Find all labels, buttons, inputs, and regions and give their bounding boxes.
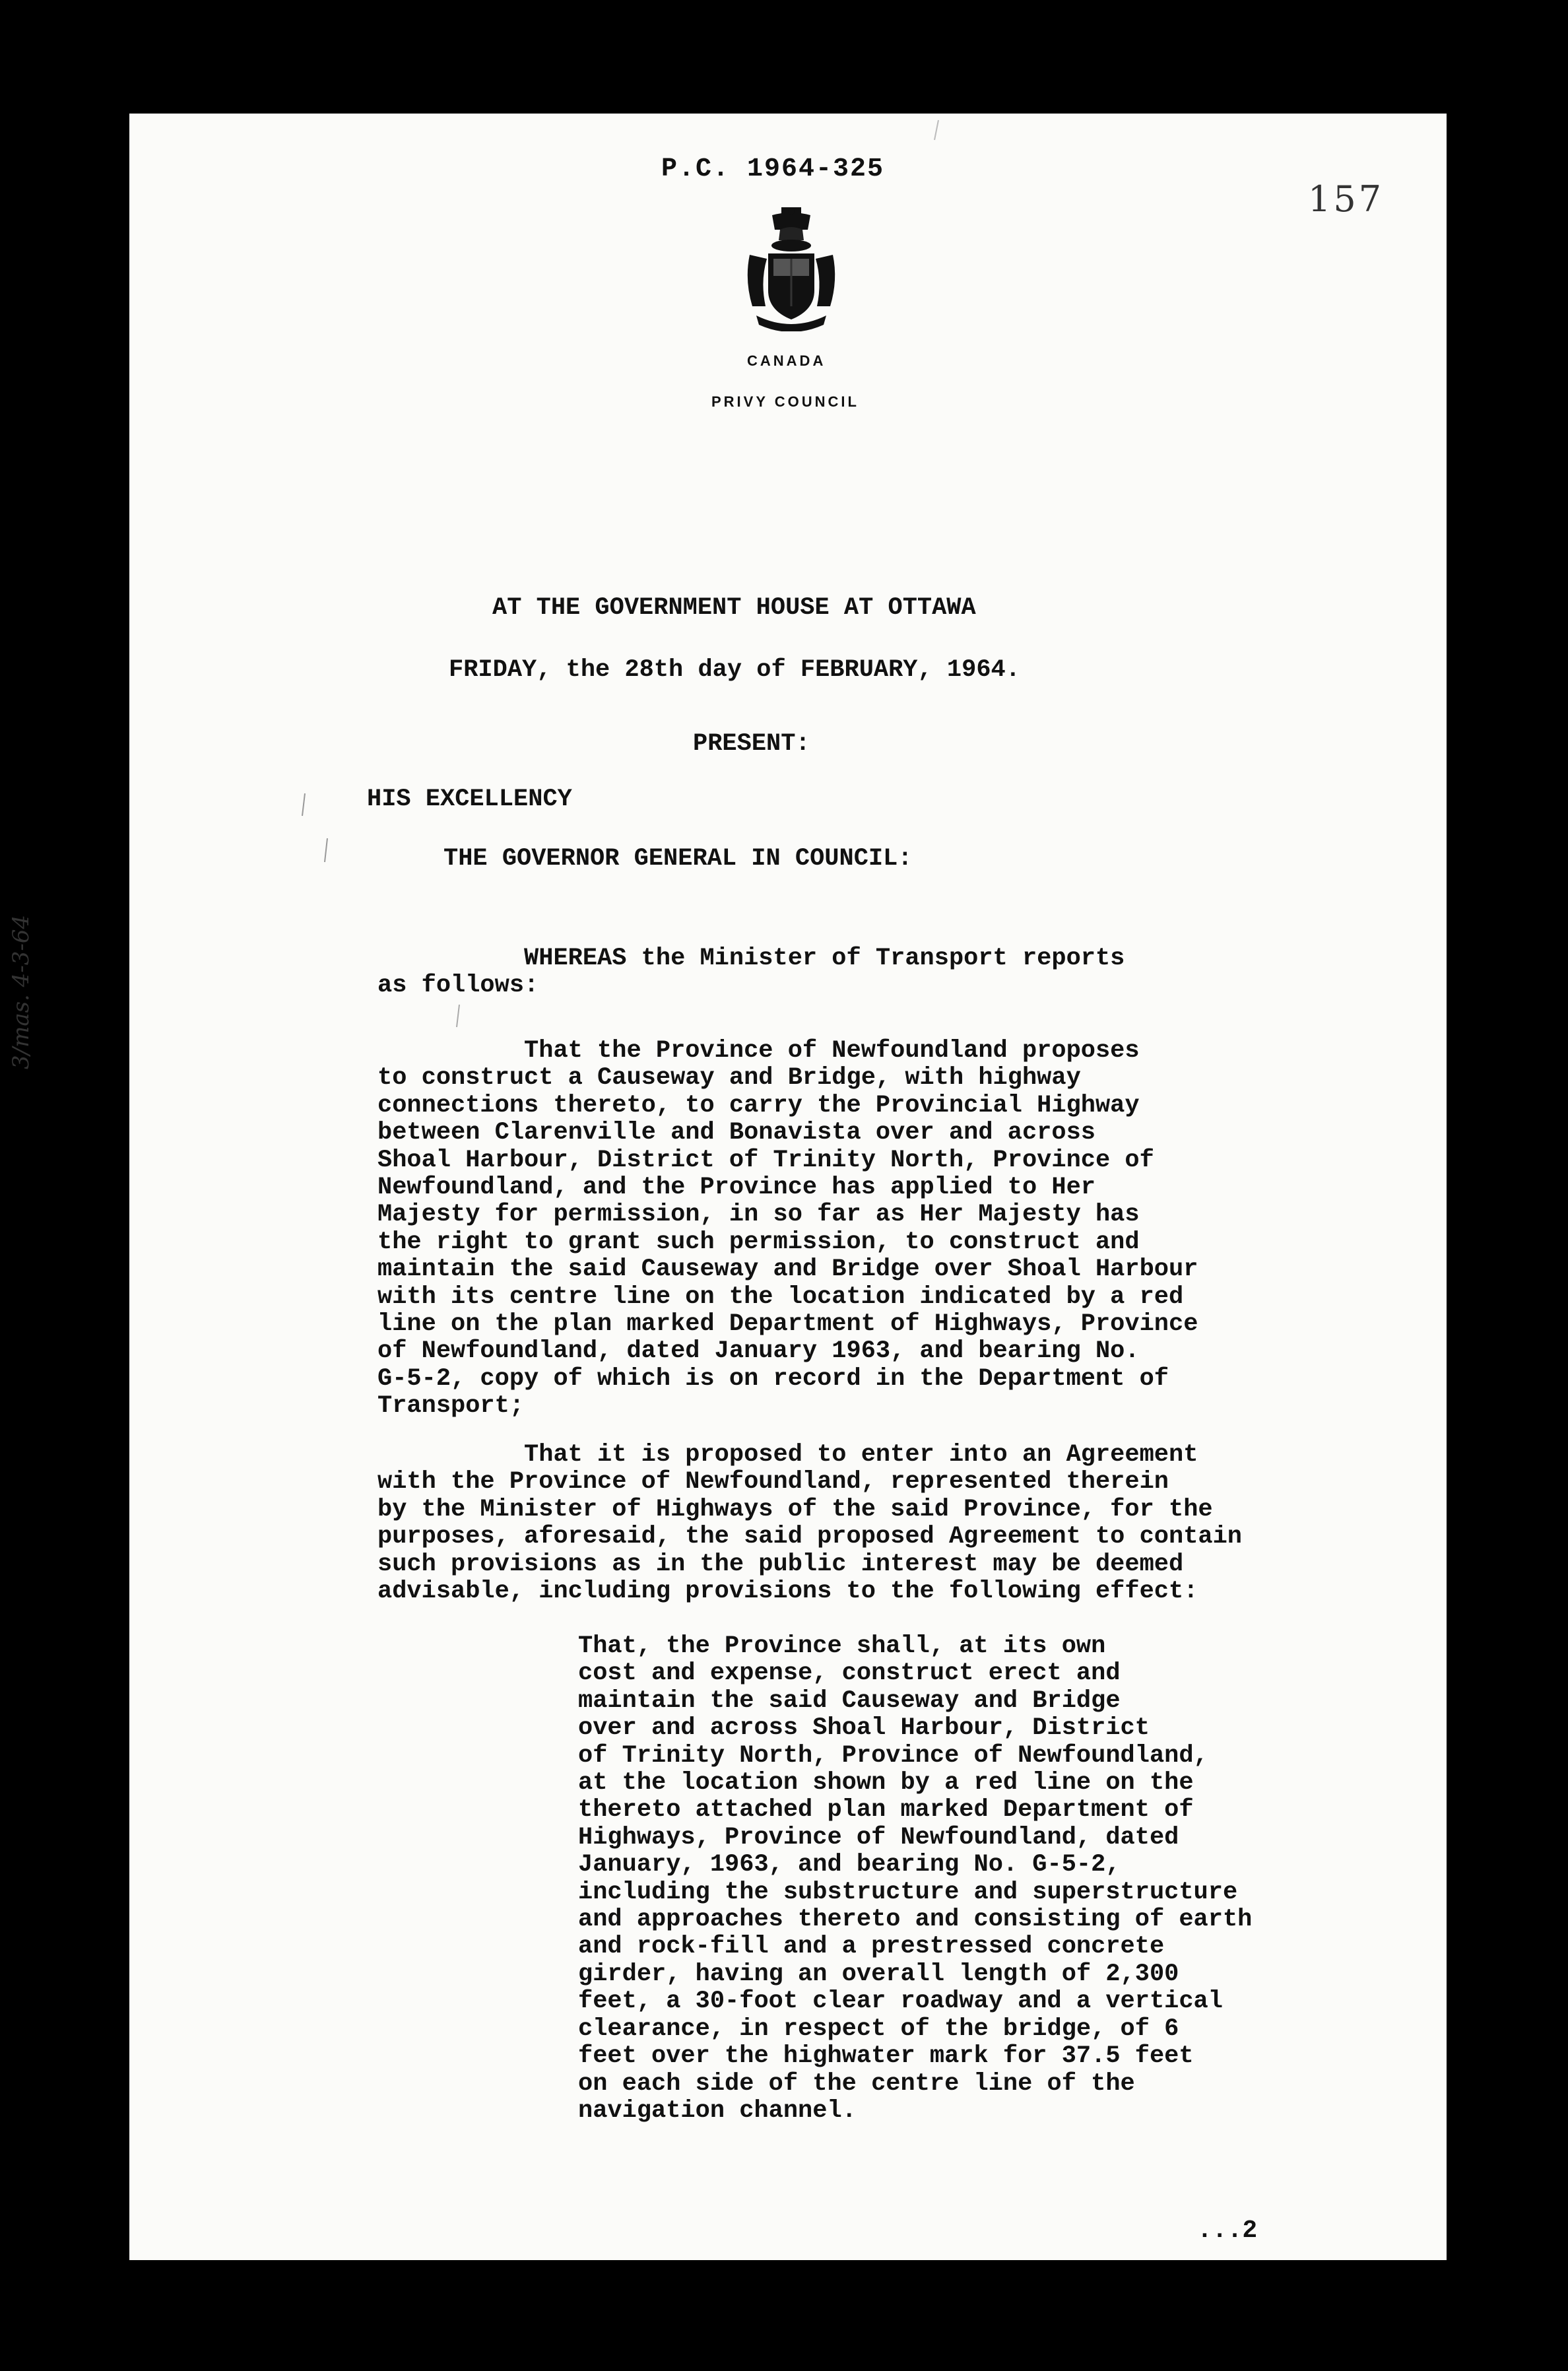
coat-of-arms-icon [743, 207, 839, 331]
paragraph-agreement: That it is proposed to enter into an Agreement with the Province of Newfoundland, represented therein by the Minister of Highways of the said Province, for the purposes, aforesaid, the said proposed Agreement to contain such provisions as in the public interest may be deemed advisable, including provisions to the following effect: [377, 1441, 1243, 1606]
date-line: FRIDAY, the 28th day of FEBRUARY, 1964. [449, 656, 1020, 684]
continuation-mark: ...2 [1197, 2217, 1258, 2245]
folio-number: 157 [1308, 178, 1385, 220]
paragraph-whereas: WHEREAS the Minister of Transport reports as follows: [377, 945, 1125, 1000]
excellency-line: HIS EXCELLENCY [367, 785, 572, 813]
handwritten-margin-note: 3/mas. 4-3-64 [8, 914, 34, 1069]
document-page [129, 114, 1447, 2260]
present-heading: PRESENT: [693, 730, 810, 758]
paragraph-provision: That, the Province shall, at its own cost and expense, construct erect and maintain the said Causeway and Bridge over and across Shoal Harbour, District of Trinity North, Province of Newfoundland, at the location shown by a red line on the thereto attached plan marked Department of Highways, Province of Newfoundland, dated January, 1963, and bearing No. G-5-2, including the substructure and superstructure and approaches thereto and consisting of earth and rock-fill and a prestressed concrete girder, having an overall length of 2,300 feet, a 30-foot clear roadway and a vertical clearance, in respect of the bridge, of 6 feet over the highwater mark for 37.5 feet on each side of the centre line of the navigation channel. [578, 1632, 1253, 2125]
paragraph-province-proposal: That the Province of Newfoundland proposes to construct a Causeway and Bridge, with highway connections thereto, to carry the Provincial Highway between Clarenville and Bonavista over and across Shoal Harbour, District of Trinity North, Province of Newfoundland, and the Province has applied to Her Majesty for permission, in so far as Her Majesty has the right to grant such permission, to construct and maintain the said Causeway and Bridge over Shoal Harbour with its centre line on the location indicated by a red line on the plan marked Department of Highways, Province of Newfoundland, dated January 1963, and bearing No. G-5-2, copy of which is on record in the Department of Transport; [377, 1037, 1198, 1420]
country-label: CANADA [747, 352, 826, 369]
governor-line: THE GOVERNOR GENERAL IN COUNCIL: [443, 845, 913, 873]
order-number: P.C. 1964-325 [661, 154, 885, 184]
location-heading: AT THE GOVERNMENT HOUSE AT OTTAWA [492, 594, 976, 622]
office-label: PRIVY COUNCIL [711, 393, 859, 410]
